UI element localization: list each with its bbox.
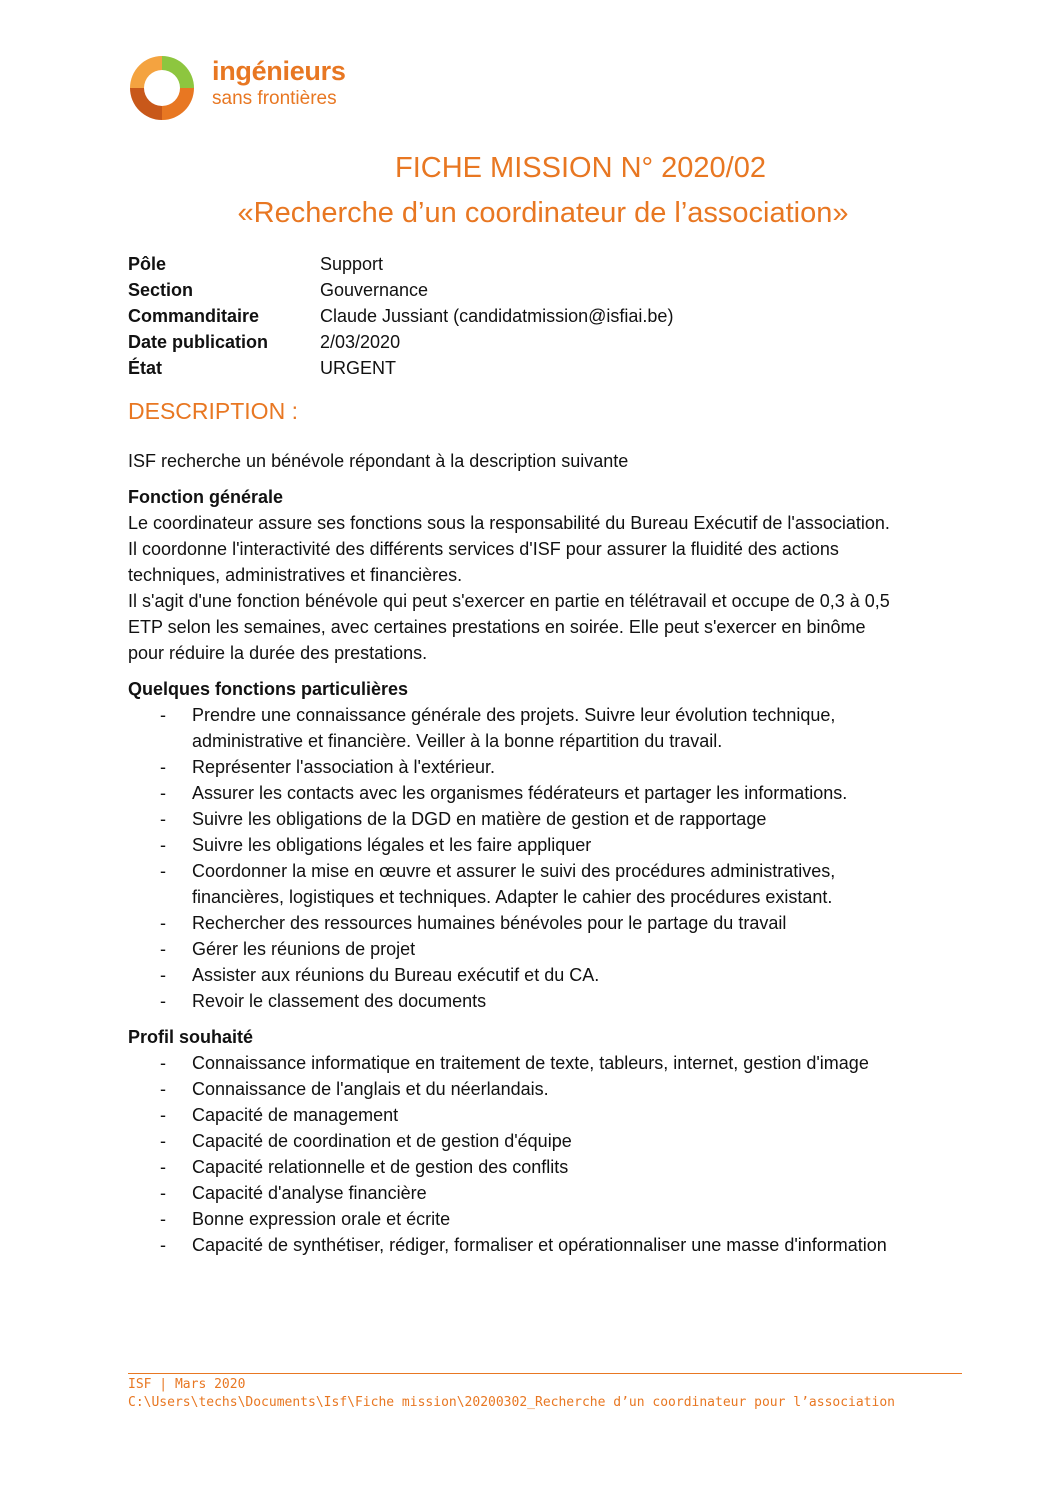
list-item	[128, 1206, 968, 1232]
fonctions-list	[128, 702, 968, 1014]
section-heading: Fonction générale	[128, 487, 284, 507]
mission-subtitle: «Recherche d’un coordinateur de l’association»	[237, 197, 849, 229]
meta-label: Commanditaire	[128, 306, 260, 326]
list-item-line: Capacité de management	[192, 1105, 399, 1125]
dash-bullet: -	[160, 809, 166, 829]
paragraph-line: pour réduire la durée des prestations.	[128, 643, 428, 663]
dash-bullet: -	[160, 1105, 166, 1125]
meta-row-date	[128, 329, 673, 355]
dash-bullet: -	[160, 913, 166, 933]
dash-bullet: -	[160, 939, 166, 959]
list-item	[128, 754, 968, 780]
list-item	[128, 1154, 968, 1180]
profil-list	[128, 1050, 968, 1258]
list-item-line: Rechercher des ressources humaines bénévoles pour le partage du travail	[192, 913, 787, 933]
dash-bullet: -	[160, 1131, 166, 1151]
list-item-line: administrative et financière. Veiller à la bonne répartition du travail.	[192, 731, 723, 751]
isf-logo	[122, 52, 352, 122]
footer-file-path: C:\Users\techs\Documents\Isf\Fiche mission\20200302_Recherche d’un coordinateur pour l’association	[128, 1395, 896, 1410]
meta-value: Gouvernance	[320, 280, 429, 300]
meta-value: Support	[320, 254, 384, 274]
footer-divider	[128, 1373, 962, 1374]
paragraph-line: techniques, administratives et financières.	[128, 565, 463, 585]
section-heading: Quelques fonctions particulières	[128, 679, 409, 699]
list-item-line: Assister aux réunions du Bureau exécutif et du CA.	[192, 965, 600, 985]
section-heading: Profil souhaité	[128, 1027, 254, 1047]
dash-bullet: -	[160, 757, 166, 777]
dash-bullet: -	[160, 1053, 166, 1073]
list-item	[128, 858, 968, 910]
list-item	[128, 1180, 968, 1206]
list-item-line: Coordonner la mise en œuvre et assurer le suivi des procédures administratives,	[192, 861, 836, 881]
list-item-line: Connaissance informatique en traitement de texte, tableurs, internet, gestion d'image	[192, 1053, 869, 1073]
list-item	[128, 1050, 968, 1076]
list-item	[128, 780, 968, 806]
description-heading: DESCRIPTION :	[128, 398, 298, 424]
meta-label: État	[128, 358, 163, 378]
meta-row-etat	[128, 355, 673, 381]
list-item	[128, 1076, 968, 1102]
dash-bullet: -	[160, 861, 166, 881]
list-item-line: Assurer les contacts avec les organismes fédérateurs et partager les informations.	[192, 783, 848, 803]
dash-bullet: -	[160, 1183, 166, 1203]
page-footer	[128, 1376, 895, 1412]
list-item	[128, 832, 968, 858]
paragraph-line: Le coordinateur assure ses fonctions sous la responsabilité du Bureau Exécutif de l'association.	[128, 513, 890, 533]
dash-bullet: -	[160, 1157, 166, 1177]
logo-brand-text: ingénieurs	[212, 56, 346, 86]
mission-title: FICHE MISSION N° 2020/02	[395, 152, 766, 184]
dash-bullet: -	[160, 705, 166, 725]
paragraph-line: Il s'agit d'une fonction bénévole qui peut s'exercer en partie en télétravail et occupe de 0,3 à 0,5	[128, 591, 890, 611]
list-item-line: Capacité de synthétiser, rédiger, formaliser et opérationnaliser une masse d'information	[192, 1235, 887, 1255]
footer-line-1: ISF | Mars 2020	[128, 1377, 246, 1392]
list-item-line: Capacité relationnelle et de gestion des conflits	[192, 1157, 569, 1177]
list-item	[128, 1128, 968, 1154]
dash-bullet: -	[160, 965, 166, 985]
list-item	[128, 702, 968, 754]
dash-bullet: -	[160, 835, 166, 855]
paragraph-line: ETP selon les semaines, avec certaines prestations en soirée. Elle peut s'exercer en binôme	[128, 617, 866, 637]
list-item	[128, 936, 968, 962]
dash-bullet: -	[160, 1079, 166, 1099]
list-item-line: Connaissance de l'anglais et du néerlandais.	[192, 1079, 549, 1099]
meta-label: Date publication	[128, 332, 269, 352]
dash-bullet: -	[160, 1235, 166, 1255]
meta-value: Claude Jussiant (candidatmission@isfiai.be)	[320, 306, 674, 326]
list-item-line: Suivre les obligations légales et les faire appliquer	[192, 835, 592, 855]
meta-row-section	[128, 277, 673, 303]
dash-bullet: -	[160, 783, 166, 803]
meta-row-commanditaire	[128, 303, 673, 329]
meta-value: URGENT	[320, 358, 396, 378]
meta-value: 2/03/2020	[320, 332, 401, 352]
list-item-line: Suivre les obligations de la DGD en matière de gestion et de rapportage	[192, 809, 767, 829]
list-item	[128, 1232, 968, 1258]
list-item	[128, 1102, 968, 1128]
dash-bullet: -	[160, 991, 166, 1011]
list-item	[128, 962, 968, 988]
list-item-line: Capacité d'analyse financière	[192, 1183, 427, 1203]
meta-row-pole	[128, 251, 673, 277]
list-item	[128, 806, 968, 832]
meta-label: Pôle	[128, 254, 167, 274]
description-body	[128, 448, 968, 1268]
list-item-line: Gérer les réunions de projet	[192, 939, 416, 959]
list-item-line: Représenter l'association à l'extérieur.	[192, 757, 496, 777]
list-item-line: financières, logistiques et techniques. Adapter le cahier des procédures existant.	[192, 887, 833, 907]
meta-label: Section	[128, 280, 194, 300]
dash-bullet: -	[160, 1209, 166, 1229]
list-item-line: Capacité de coordination et de gestion d'équipe	[192, 1131, 572, 1151]
list-item	[128, 910, 968, 936]
logo-subtitle-text: sans frontières	[212, 88, 337, 109]
list-item-line: Revoir le classement des documents	[192, 991, 487, 1011]
mission-meta	[128, 251, 673, 381]
fonction-generale-section	[128, 484, 968, 666]
list-item	[128, 988, 968, 1014]
list-item-line: Prendre une connaissance générale des projets. Suivre leur évolution technique,	[192, 705, 836, 725]
isf-logo-icon	[122, 52, 202, 124]
description-intro: ISF recherche un bénévole répondant à la description suivante	[128, 451, 629, 471]
paragraph-line: Il coordonne l'interactivité des différents services d'ISF pour assurer la fluidité des actions	[128, 539, 839, 559]
list-item-line: Bonne expression orale et écrite	[192, 1209, 451, 1229]
